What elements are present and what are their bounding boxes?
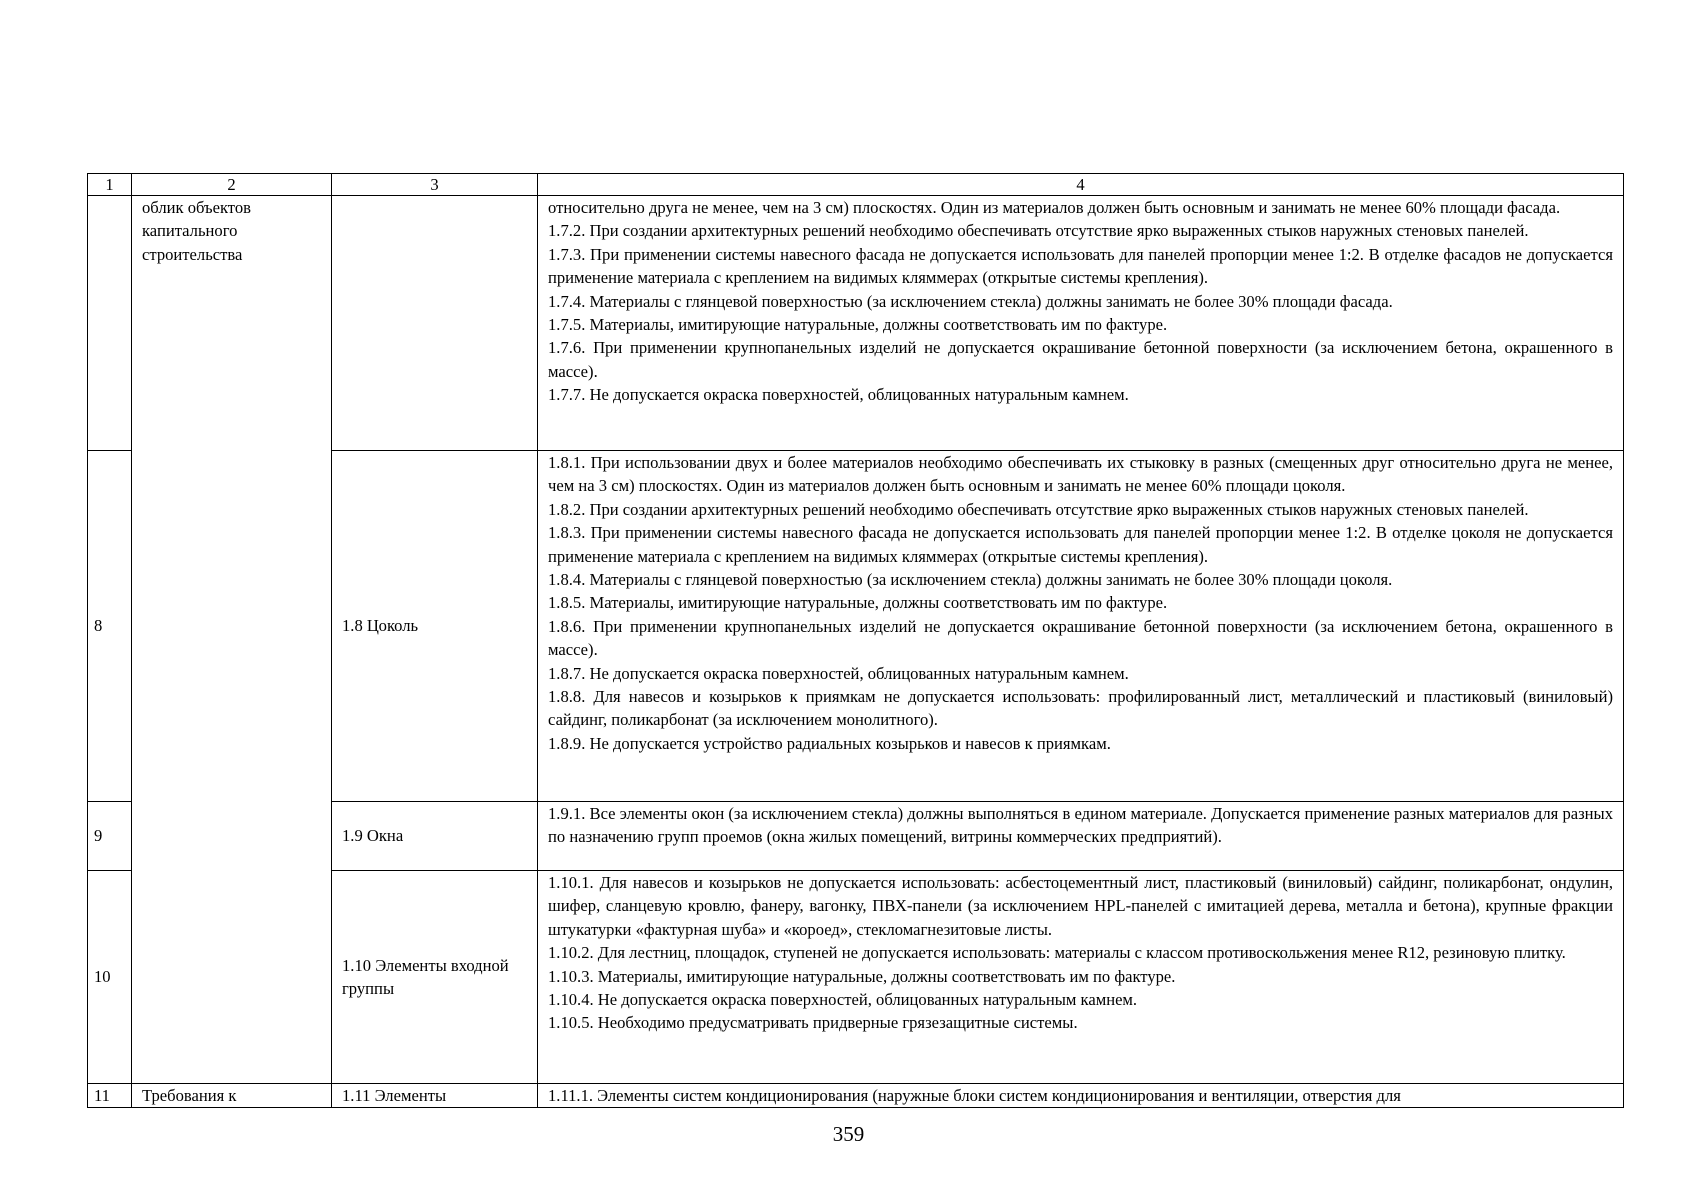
header-col-3: 3	[332, 174, 538, 196]
table-row	[88, 196, 1624, 451]
requirement-text	[538, 1084, 1624, 1108]
requirement-group: облик объектов капитального строительства	[132, 196, 332, 1084]
requirement-item: 1.7.7. Не допускается окраска поверхностей, облицованных натуральным камнем.	[548, 385, 1129, 405]
requirement-item: 1.7.3. При применении системы навесного фасада не допускается использовать для панелей пропорции менее 1:2. В отделке фасадов не допускается применение материала с креплением на видимых кляммерах (открытые системы крепления).	[548, 244, 1613, 288]
element-name: 1.11 Элементы	[332, 1084, 538, 1108]
element-name: 1.8 Цоколь	[332, 451, 538, 802]
element-name: 1.9 Окна	[332, 802, 538, 871]
requirement-item: 1.8.1. При использовании двух и более материалов необходимо обеспечивать их стыковку в разных (смещенных друг относительно друга не менее, чем на 3 см) плоскостях. Один из материалов должен быть основным и занимать не менее 60% площади цоколя.	[548, 453, 1613, 496]
requirement-item: 1.8.7. Не допускается окраска поверхностей, облицованных натуральным камнем.	[548, 663, 1129, 683]
row-number: 10	[88, 871, 132, 1084]
requirement-item: 1.10.2. Для лестниц, площадок, ступеней не допускается использовать: материалы с классом противоскольжения менее R12, резиновую плитку.	[548, 943, 1566, 963]
row-number	[88, 196, 132, 451]
requirement-item: 1.7.5. Материалы, имитирующие натуральные, должны соответствовать им по фактуре.	[548, 315, 1168, 335]
requirement-item: 1.10.4. Не допускается окраска поверхностей, облицованных натуральным камнем.	[548, 990, 1138, 1010]
page-number: 359	[832, 1122, 865, 1146]
requirement-item: 1.8.5. Материалы, имитирующие натуральные, должны соответствовать им по фактуре.	[548, 593, 1168, 613]
requirement-item: 1.8.8. Для навесов и козырьков к приямкам не допускается использовать: профилированный лист, металлический и пластиковый (виниловый) сайдинг, поликарбонат (за исключением монолитного).	[548, 687, 1613, 730]
requirement-item: 1.8.9. Не допускается устройство радиальных козырьков и навесов к приямкам.	[548, 733, 1111, 753]
requirement-group: Требования к	[132, 1084, 332, 1108]
requirement-item: 1.7.4. Материалы с глянцевой поверхностью (за исключением стекла) должны занимать не более 30% площади фасада.	[548, 291, 1393, 311]
requirement-item: 1.9.1. Все элементы окон (за исключением стекла) должны выполняться в едином материале. Допускается применение разных материалов для разных по назначению групп проемов (окна жилых помещений, витрины коммерческих предприятий).	[548, 804, 1613, 847]
element-name: 1.10 Элементы входной группы	[332, 871, 538, 1084]
requirement-text	[538, 451, 1624, 802]
row-number: 9	[88, 802, 132, 871]
header-col-1: 1	[88, 174, 132, 196]
requirement-item: 1.11.1. Элементы систем кондиционирования (наружные блоки систем кондиционирования и вентиляции, отверстия для	[548, 1086, 1401, 1105]
header-col-2: 2	[132, 174, 332, 196]
row-number: 11	[88, 1084, 132, 1108]
requirement-item: 1.10.5. Необходимо предусматривать придверные грязезащитные системы.	[548, 1013, 1078, 1033]
requirements-table	[87, 173, 1624, 1108]
header-col-4: 4	[538, 174, 1624, 196]
requirement-item: 1.8.6. При применении крупнопанельных изделий не допускается окрашивание бетонной поверхности (за исключением бетона, окрашенного в массе).	[548, 616, 1613, 660]
table-row	[88, 1084, 1624, 1108]
requirement-item: 1.7.6. При применении крупнопанельных изделий не допускается окрашивание бетонной поверхности (за исключением бетона, окрашенного в массе).	[548, 338, 1613, 381]
requirement-item: 1.8.2. При создании архитектурных решений необходимо обеспечивать отсутствие ярко выраженных стыков наружных стеновых панелей.	[548, 499, 1529, 519]
requirement-item: 1.8.3. При применении системы навесного фасада не допускается использовать для панелей пропорции менее 1:2. В отделке цоколя не допускается применение материала с креплением на видимых кляммерах (открытые системы крепления).	[548, 523, 1613, 566]
requirement-text	[538, 802, 1624, 871]
requirement-item: 1.10.3. Материалы, имитирующие натуральные, должны соответствовать им по фактуре.	[548, 966, 1176, 986]
requirement-item: 1.10.1. Для навесов и козырьков не допускается использовать: асбестоцементный лист, пластиковый (виниловый) сайдинг, поликарбонат, ондулин, шифер, сланцевую кровлю, фанеру, вагонку, ПВХ-панели (за исключением HPL-панелей с имитацией дерева, металла и бетона), крупные фракции штукатурки «фактурная шуба» и «короед», стекломагнезитовые листы.	[548, 873, 1613, 939]
requirement-item: 1.7.2. При создании архитектурных решений необходимо обеспечивать отсутствие ярко выраженных стыков наружных стеновых панелей.	[548, 221, 1529, 241]
row-number: 8	[88, 451, 132, 802]
requirement-item: относительно друга не менее, чем на 3 см) плоскостях. Один из материалов должен быть основным и занимать не менее 60% площади фасада.	[548, 198, 1561, 217]
table-header-row	[88, 174, 1624, 196]
element-name	[332, 196, 538, 451]
requirement-item: 1.8.4. Материалы с глянцевой поверхностью (за исключением стекла) должны занимать не более 30% площади цоколя.	[548, 570, 1393, 590]
requirement-text	[538, 196, 1624, 451]
requirement-text	[538, 871, 1624, 1084]
